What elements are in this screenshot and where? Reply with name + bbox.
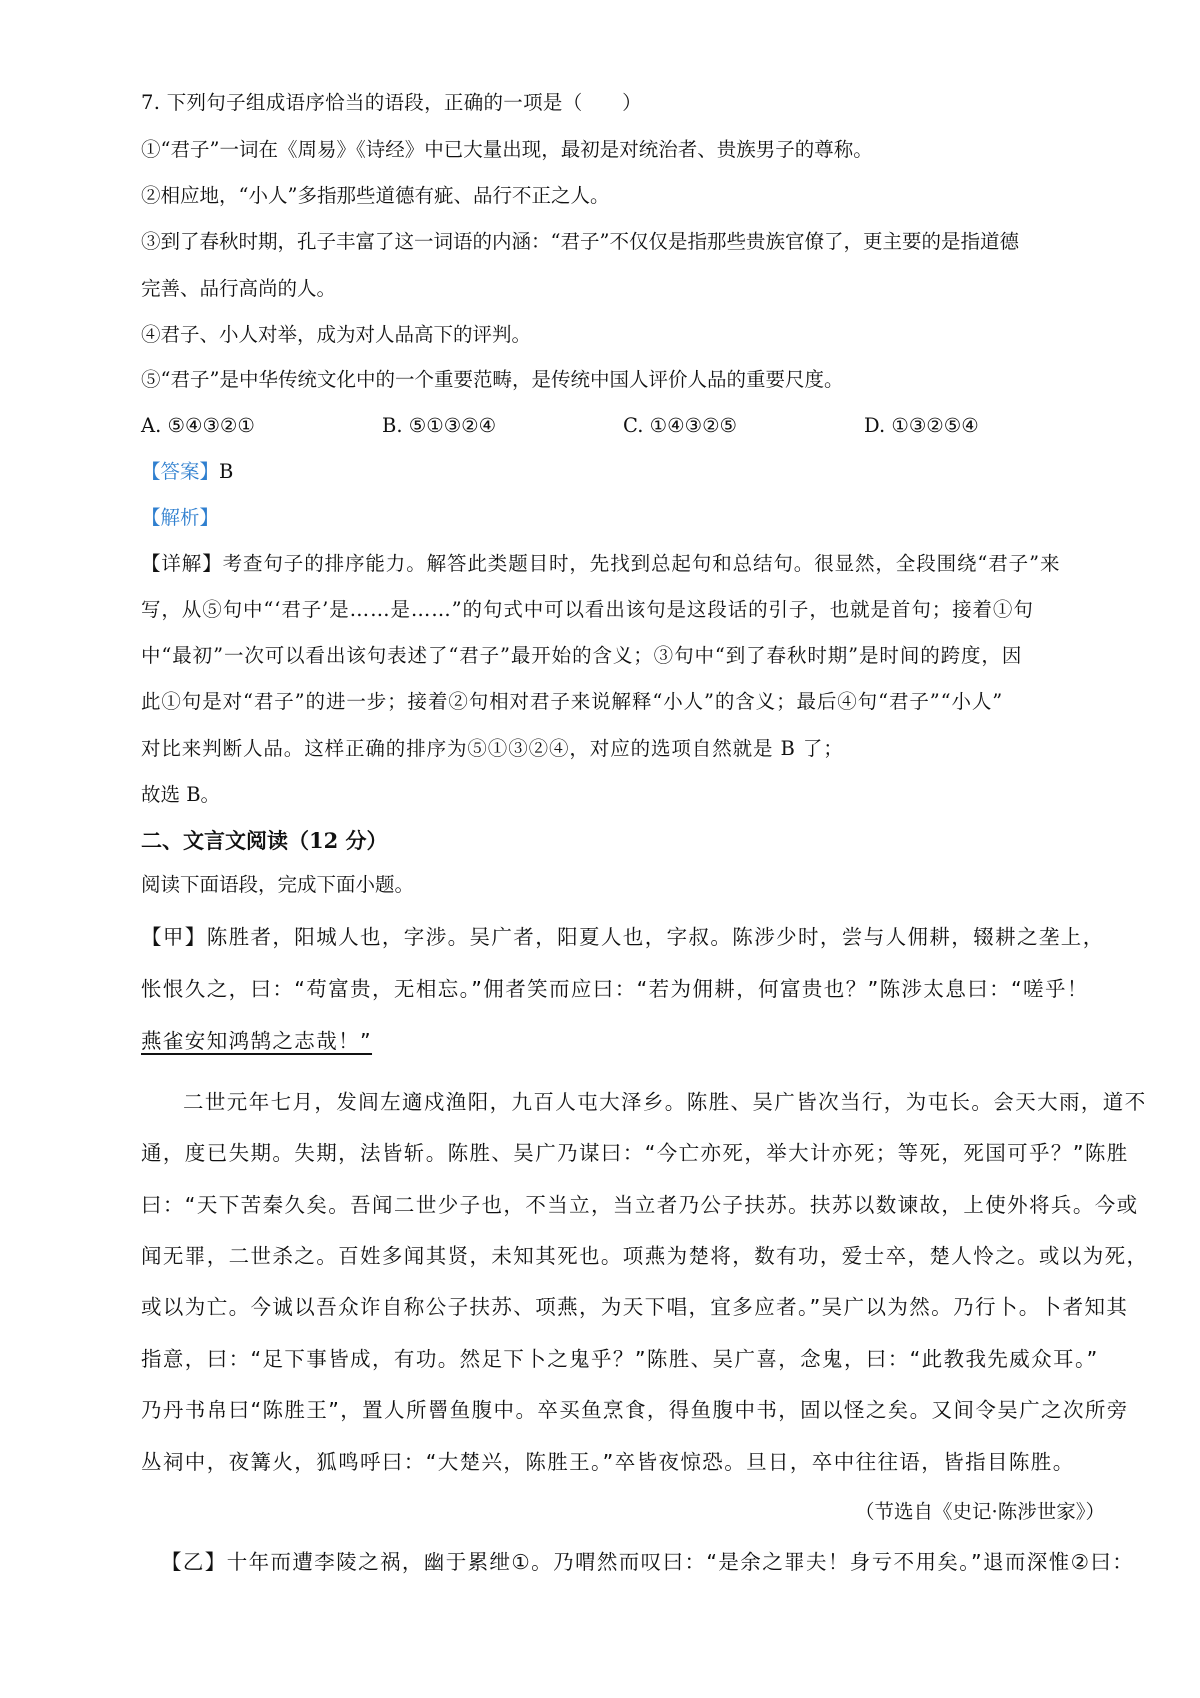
analysis-tag: 【解析】 (141, 506, 220, 529)
sentence-1: ①“君子”一词在《周易》《诗经》中已大量出现，最初是对统治者、贵族男子的尊称。 (141, 138, 873, 161)
sentence-4: ④君子、小人对举，成为对人品高下的评判。 (141, 323, 532, 346)
passage-jia-line-2: 怅恨久之，曰：“苟富贵，无相忘。”佣者笑而应曰：“若为佣耕，何富贵也？”陈涉太息曰：“嗟乎！ (141, 977, 1089, 1001)
detail-line-1: 【详解】考查句子的排序能力。解答此类题目时，先找到总起句和总结句。很显然，全段围绕“君子”来 (141, 552, 1061, 575)
passage-jia2-line-8: 丛祠中，夜篝火，狐鸣呼曰：“大楚兴，陈胜王。”卒皆夜惊恐。旦日，卒中往往语，皆指目陈胜。 (141, 1450, 1075, 1474)
passage-jia2-line-1: 二世元年七月，发闾左適戍渔阳，九百人屯大泽乡。陈胜、吴广皆次当行，为屯长。会天大雨，道不 (183, 1090, 1147, 1114)
option-c: C. ①④③②⑤ (623, 414, 738, 437)
options-row (141, 412, 1105, 440)
passage-yi-line-1: 【乙】十年而遭李陵之祸，幽于累绁①。乃喟然而叹曰：“是余之罪夫！身亏不用矣。”退而深惟②曰： (161, 1550, 1135, 1574)
analysis-line (141, 504, 1105, 532)
answer-line (141, 458, 1105, 486)
sentence-2: ②相应地，“小人”多指那些道德有疵、品行不正之人。 (141, 184, 610, 207)
passage-jia-line-3: 燕雀安知鸿鹄之志哉！” (141, 1029, 373, 1053)
passage-jia2-line-2: 通，度已失期。失期，法皆斩。陈胜、吴广乃谋曰：“今亡亦死，举大计亦死；等死，死国可乎？”陈胜 (141, 1141, 1129, 1165)
passage-source: （节选自《史记·陈涉世家》） (855, 1500, 1105, 1523)
option-d: D. ①③②⑤④ (864, 414, 979, 437)
question-stem: 7. 下列句子组成语序恰当的语段，正确的一项是（ ） (141, 91, 642, 114)
passage-jia2-line-5: 或以为亡。今诚以吾众诈自称公子扶苏、项燕，为天下唱，宜多应者。”吴广以为然。乃行卜。卜者知其 (141, 1295, 1129, 1319)
section-instruction: 阅读下面语段，完成下面小题。 (141, 873, 415, 896)
sentence-3-cont: 完善、品行高尚的人。 (141, 277, 337, 300)
detail-line-3: 中“最初”一次可以看出该句表述了“君子”最开始的含义；③句中“到了春秋时期”是时间的跨度，因 (141, 644, 1023, 667)
sentence-3: ③到了春秋时期，孔子丰富了这一词语的内涵：“君子”不仅仅是指那些贵族官僚了，更主要的是指道德 (141, 230, 1019, 253)
passage-jia2-line-7: 乃丹书帛曰“陈胜王”，置人所罾鱼腹中。卒买鱼烹食，得鱼腹中书，固以怪之矣。又间令吴广之次所旁 (141, 1398, 1129, 1422)
option-a: A. ⑤④③②① (141, 414, 255, 437)
sentence-5: ⑤“君子”是中华传统文化中的一个重要范畴，是传统中国人评价人品的重要尺度。 (141, 368, 844, 391)
section-title: 二、文言文阅读（12 分） (141, 828, 388, 853)
passage-jia2-line-4: 闻无罪，二世杀之。百姓多闻其贤，未知其死也。项燕为楚将，数有功，爱士卒，楚人怜之。或以为死， (141, 1244, 1149, 1268)
detail-line-4: 此①句是对“君子”的进一步；接着②句相对君子来说解释“小人”的含义；最后④句“君子”“小人” (141, 690, 1004, 713)
detail-line-6: 故选 B。 (141, 783, 221, 806)
detail-line-2: 写，从⑤句中“‘君子’是……是……”的句式中可以看出该句是这段话的引子，也就是首句；接着①句 (141, 598, 1034, 621)
passage-jia2-line-3: 曰：“天下苦秦久矣。吾闻二世少子也，不当立，当立者乃公子扶苏。扶苏以数谏故，上使外将兵。今或 (141, 1193, 1139, 1217)
passage-jia2-line-6: 指意，曰：“足下事皆成，有功。然足下卜之鬼乎？”陈胜、吴广喜，念鬼，曰：“此教我先威众耳。” (141, 1347, 1099, 1371)
detail-line-5: 对比来判断人品。这样正确的排序为⑤①③②④，对应的选项自然就是 B 了； (141, 737, 844, 760)
passage-jia-line-1: 【甲】陈胜者，阳城人也，字涉。吴广者，阳夏人也，字叔。陈涉少时，尝与人佣耕，辍耕之垄上， (141, 925, 1105, 949)
answer-tag: 【答案】 (141, 460, 220, 483)
answer-value: B (219, 460, 234, 483)
option-b: B. ⑤①③②④ (382, 414, 497, 437)
